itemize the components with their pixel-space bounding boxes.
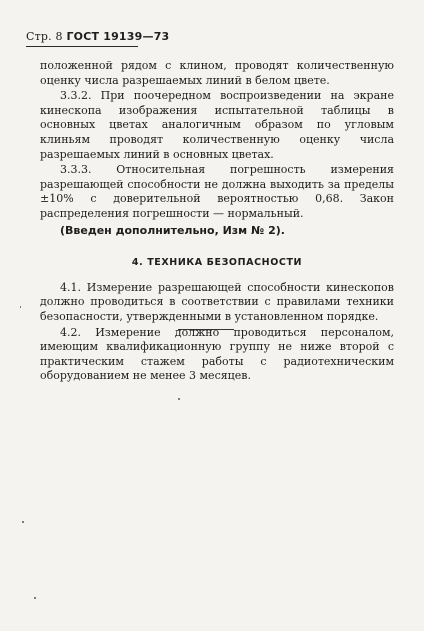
page-number: Стр. 8 <box>26 30 63 43</box>
end-separator <box>178 329 234 330</box>
paragraph-3-3-3: 3.3.3. Относительная погрешность измерения разрешающей способности не должна выходить за пределы ±10% с доверительной вероятностью 0,68. Закон распределения погрешности — нормальный. <box>40 163 394 220</box>
paragraph-continuation: положенной рядом с клином, проводят количественную оценку числа разрешаемых линий в белом цвете. <box>40 59 394 87</box>
section-4-title: 4. ТЕХНИКА БЕЗОПАСНОСТИ <box>131 257 303 269</box>
amendment-note: (Введен дополнительно, Изм № 2). <box>60 223 285 237</box>
scan-speck <box>22 521 24 523</box>
scan-speck <box>34 597 36 599</box>
scan-speck <box>20 306 21 308</box>
paragraph-3-3-2: 3.3.2. При поочередном воспроизведении на экране кинескопа изображения испытательной таблицы в основных цветах аналогичным образом по угловым клиньям проводят количественную оценку числа разрешаемых линий в основных цветах. <box>40 89 394 161</box>
header-underline <box>26 46 138 47</box>
document-body <box>40 59 394 384</box>
scan-speck <box>178 398 180 400</box>
page-header <box>26 30 169 43</box>
standard-code: ГОСТ 19139—73 <box>66 30 170 43</box>
paragraph-4-1: 4.1. Измерение разрешающей способности кинескопов должно проводиться в соответствии с правилами техники безопасности, утвержденными в установленном порядке. <box>40 280 394 323</box>
paragraph-4-2: 4.2. Измерение должно проводиться персоналом, имеющим квалификационную группу не ниже второй с практическим стажем работы с радиотехническим оборудованием не менее 3 месяцев. <box>40 325 394 383</box>
